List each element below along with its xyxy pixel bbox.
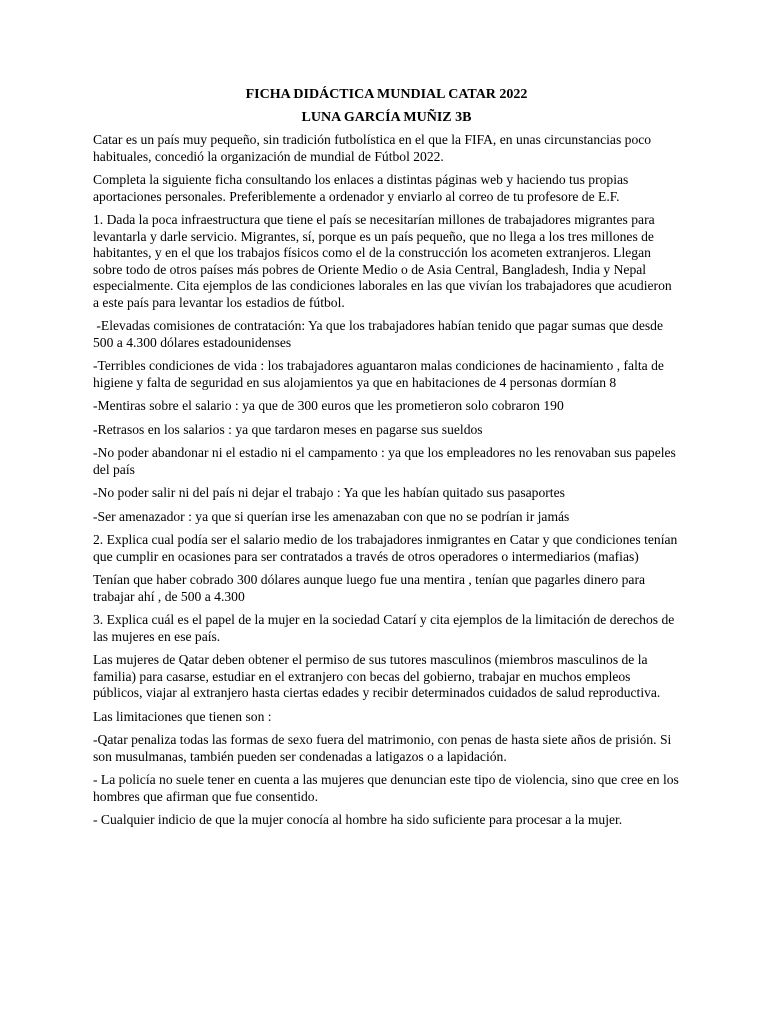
answer-1-item: -No poder salir ni del país ni dejar el trabajo : Ya que les habían quitado sus pasaportes [93,485,565,500]
answer-1-item: -Mentiras sobre el salario : ya que de 300 euros que les prometieron solo cobraron 190 [93,398,564,413]
intro-paragraph: Catar es un país muy pequeño, sin tradición futbolística en el que la FIFA, en unas circunstancias poco habituales, concedió la organización de mundial de Fútbol 2022. [93,132,652,164]
limitations-heading: Las limitaciones que tienen son : [93,708,272,724]
question-2: 2. Explica cual podía ser el salario medio de los trabajadores inmigrantes en Catar y que condiciones tenían que cumplir en ocasiones para ser contratados a través de otros operadores o intermediarios (mafias) [93,532,678,564]
answer-1-item: -Ser amenazador : ya que si querían irse les amenazaban con que no se podrían ir jamás [93,508,570,524]
question-1: 1. Dada la poca infraestructura que tiene el país se necesitarían millones de trabajadores migrantes para levantarla y darle servicio. Migrantes, sí, porque es un país pequeño, que no llega a los tres millones de habitantes, y en el que los trabajos físicos como el de la construcción los acometen extranjeros. Llegan sobre todo de otros países más pobres de Oriente Medio o de Asia Central, Bangladesh, India y Nepal especialmente. Cita ejemplos de las condiciones laborales en las que vivían los trabajadores que acudieron a este país para levantar los estadios de fútbol. [93,212,672,310]
answer-2: Tenían que haber cobrado 300 dólares aunque luego fue una mentira , tenían que pagarles dinero para trabajar ahí , de 500 a 4.300 [93,572,646,604]
limitation-item: - Cualquier indicio de que la mujer conocía al hombre ha sido suficiente para procesar a la mujer. [93,812,623,827]
answer-3: Las mujeres de Qatar deben obtener el permiso de sus tutores masculinos (miembros masculinos de la familia) para casarse, estudiar en el extranjero con becas del gobierno, trabajar en muchos empleos públicos, viajar al extranjero hasta ciertas edades y recibir determinados cuidados de salud reproductiva. [93,652,661,700]
limitation-item: -Qatar penaliza todas las formas de sexo fuera del matrimonio, con penas de hasta siete años de prisión. Si son musulmanas, también pueden ser condenadas a latigazos o a lapidación. [93,732,672,764]
limitation-item: - La policía no suele tener en cuenta a las mujeres que denuncian este tipo de violencia, sino que cree en los hombres que afirman que fue consentido. [93,772,679,804]
question-3: 3. Explica cuál es el papel de la mujer en la sociedad Catarí y cita ejemplos de la limitación de derechos de las mujeres en ese país. [93,612,675,644]
answer-1-item: -Elevadas comisiones de contratación: Ya que los trabajadores habían tenido que pagar sumas que desde 500 a 4.300 dólares estadounidenses [93,318,670,350]
author-line: LUNA GARCÍA MUÑIZ 3B [301,110,472,125]
answer-1-item: -No poder abandonar ni el estadio ni el campamento : ya que los empleadores no les renovaban sus papeles del país [93,445,676,477]
answer-1-item: -Terribles condiciones de vida : los trabajadores aguantaron malas condiciones de hacinamiento , falta de higiene y falta de seguridad en sus alojamientos ya que en habitaciones de 4 personas dormían 8 [93,358,664,390]
document-title: FICHA DIDÁCTICA MUNDIAL CATAR 2022 [245,87,528,102]
instructions-paragraph: Completa la siguiente ficha consultando los enlaces a distintas páginas web y haciendo tus propias aportaciones personales. Preferiblemente a ordenador y enviarlo al correo de tu profesore de E.F. [93,172,629,204]
answer-1-item: -Retrasos en los salarios : ya que tardaron meses en pagarse sus sueldos [93,421,483,437]
